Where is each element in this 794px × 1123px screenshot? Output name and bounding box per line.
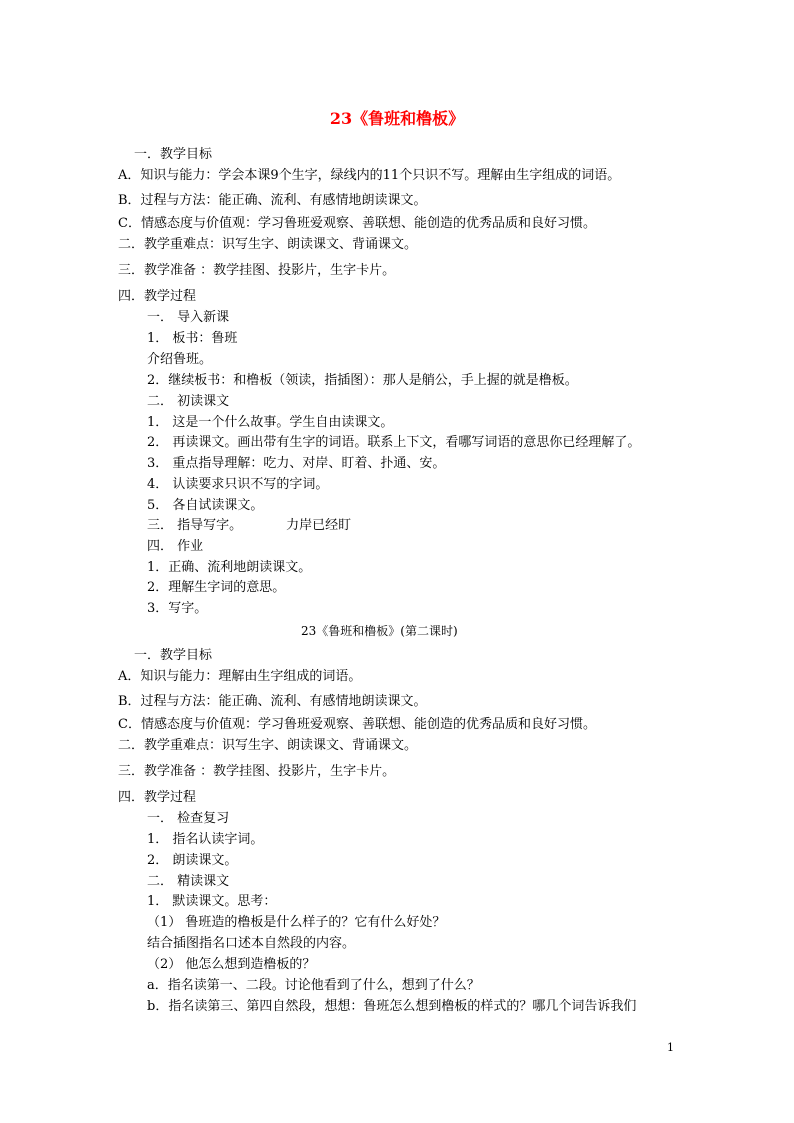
writing-label: 三． 指导写字。 <box>147 518 243 533</box>
text-line: 1． 默读课文。思考： <box>147 894 277 909</box>
writing-line <box>147 518 351 534</box>
page-title: 23《鲁班和橹板》 <box>329 109 465 128</box>
text-line: 三．教学准备 ：教学挂图、投影片，生字卡片。 <box>118 263 396 278</box>
text-line: 1．正确、流利地朗读课文。 <box>147 560 312 575</box>
text-line: 3． 重点指导理解：吃力、对岸、盯着、扑通、安。 <box>147 456 446 471</box>
text-line: 1． 板书：鲁班 <box>147 331 238 346</box>
text-line: （2） 他怎么想到造橹板的？ <box>147 957 316 972</box>
text-line: C．情感态度与价值观：学习鲁班爱观察、善联想、能创造的优秀品质和良好习惯。 <box>118 216 596 231</box>
text-line: 一．教学目标 <box>134 147 213 162</box>
text-line: a．指名读第一、二段。讨论他看到了什么，想到了什么？ <box>147 978 480 993</box>
text-line: 三．教学准备 ：教学挂图、投影片，生字卡片。 <box>118 764 396 779</box>
text-line: 2．理解生字词的意思。 <box>147 580 286 595</box>
text-line: 1． 这是一个什么故事。学生自由读课文。 <box>147 415 394 430</box>
text-line: 一．教学目标 <box>134 648 213 663</box>
text-line: 四．教学过程 <box>118 790 197 805</box>
text-line: 二． 初读课文 <box>147 394 230 409</box>
text-line: C．情感态度与价值观：学习鲁班爱观察、善联想、能创造的优秀品质和良好习惯。 <box>118 717 596 732</box>
text-line: 四． 作业 <box>147 539 204 554</box>
text-line: 5． 各自试读课文。 <box>147 498 264 513</box>
text-line: B．过程与方法：能正确、流利、有感情地朗读课文。 <box>118 694 427 709</box>
text-line: 2． 再读课文。画出带有生字的词语。联系上下文，看哪写词语的意思你已经理解了。 <box>147 435 641 450</box>
text-line: B．过程与方法：能正确、流利、有感情地朗读课文。 <box>118 193 427 208</box>
text-line: 结合插图指名口述本自然段的内容。 <box>147 936 356 951</box>
section-subtitle: 23《鲁班和橹板》(第二课时) <box>301 624 458 638</box>
text-line: 1． 指名认读字词。 <box>147 832 264 847</box>
text-line: 2．继续板书：和橹板（领读，指插图）：那人是艄公，手上握的就是橹板。 <box>147 373 578 388</box>
text-line: 二．教学重难点：识写生字、朗读课文、背诵课文。 <box>118 237 418 252</box>
text-line: b．指名读第三、第四自然段，想想：鲁班怎么想到橹板的样式的？哪几个词告诉我们 <box>147 999 637 1014</box>
text-line: （1） 鲁班造的橹板是什么样子的？它有什么好处？ <box>147 915 446 930</box>
text-line: A．知识与能力：理解由生字组成的词语。 <box>118 669 362 684</box>
text-line: 介绍鲁班。 <box>147 352 213 367</box>
text-line: 四．教学过程 <box>118 289 197 304</box>
text-line: 二． 精读课文 <box>147 874 230 889</box>
text-line: 一． 导入新课 <box>147 310 230 325</box>
text-line: 3．写字。 <box>147 601 208 616</box>
writing-chars: 力岸已经盯 <box>286 518 352 533</box>
text-line: A．知识与能力：学会本课9个生字，绿线内的11个只识不写。理解由生字组成的词语。 <box>118 168 621 183</box>
text-line: 4． 认读要求只识不写的字词。 <box>147 477 329 492</box>
text-line: 二．教学重难点：识写生字、朗读课文、背诵课文。 <box>118 738 418 753</box>
text-line: 2． 朗读课文。 <box>147 853 238 868</box>
page-number: 1 <box>667 1041 674 1054</box>
text-line: 一． 检查复习 <box>147 811 230 826</box>
